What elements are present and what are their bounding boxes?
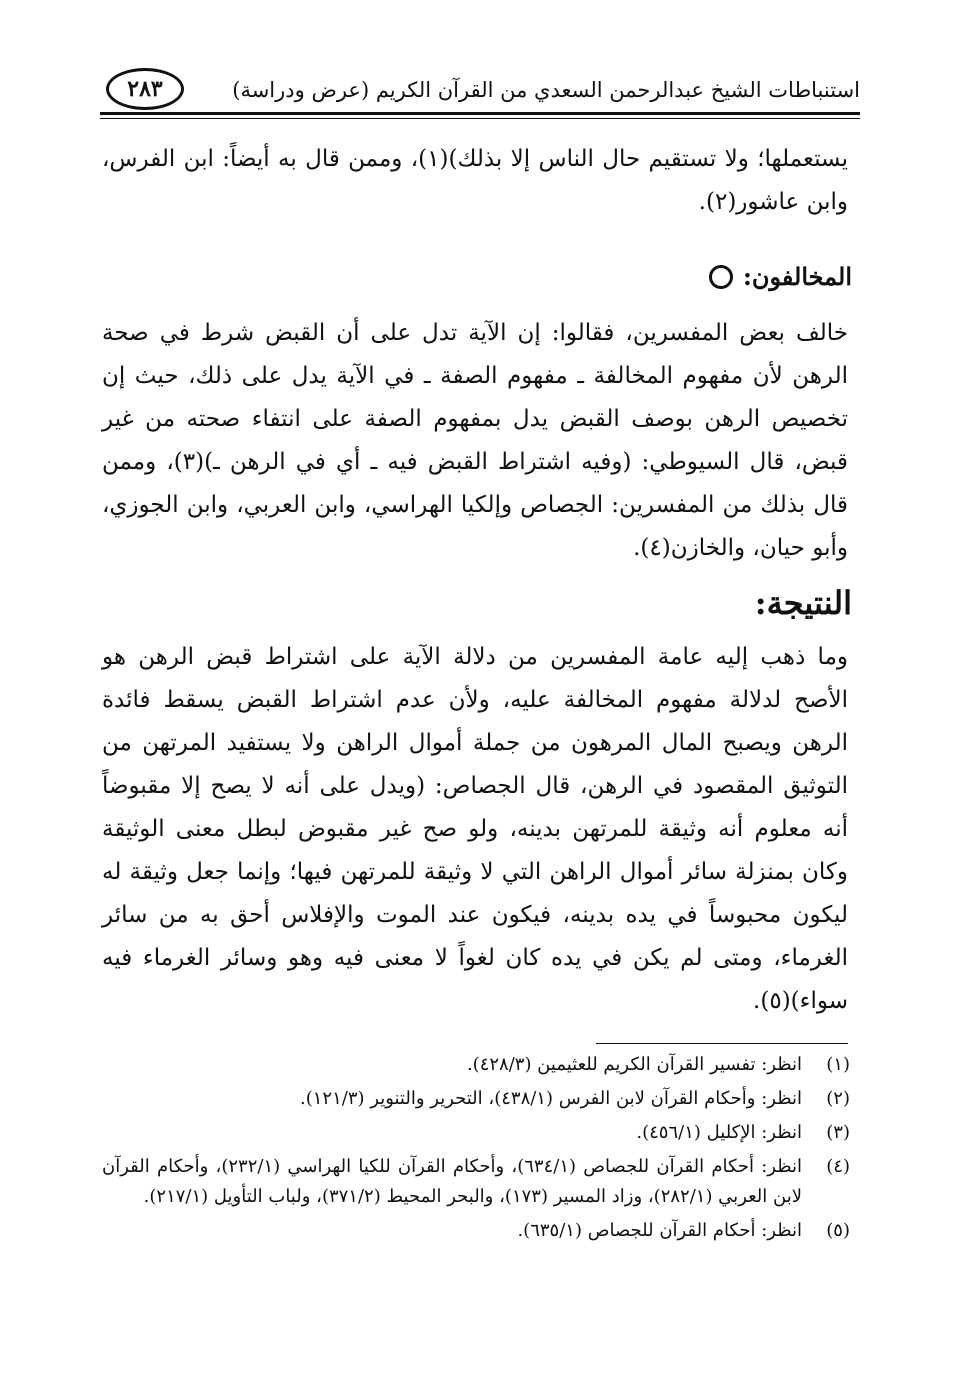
opponents-heading-text: المخالفون: — [743, 262, 852, 291]
footnote-text: انظر: تفسير القرآن الكريم للعثيمين (٤٢٨/٣). — [466, 1054, 802, 1075]
footnote-text: انظر: الإكليل (٤٥٦/١). — [636, 1122, 802, 1143]
header-rule-thick — [100, 112, 860, 115]
opponents-heading — [709, 262, 852, 291]
footnote-text: انظر: أحكام القرآن للجصاص (٦٣٥/١). — [517, 1220, 802, 1241]
circle-bullet-icon — [709, 265, 733, 289]
footnote — [102, 1084, 850, 1114]
footnote-number: (٤) — [826, 1156, 850, 1177]
header-rule-thin — [100, 118, 860, 119]
footnote — [102, 1118, 850, 1148]
result-heading: النتيجة: — [754, 584, 852, 622]
footnote-number: (٢) — [826, 1088, 850, 1109]
footnote-text: انظر: وأحكام القرآن لابن الفرس (٤٣٨/١)، التحرير والتنوير (١٢١/٣). — [300, 1088, 802, 1109]
footnote — [102, 1152, 850, 1212]
footnote-number: (٥) — [826, 1220, 850, 1241]
footnote-text: انظر: أحكام القرآن للجصاص (٦٣٤/١)، وأحكام القرآن للكيا الهراسي (٢٣٢/١)، وأحكام القرآن لابن العربي (٢٨٢/١)، وزاد المسير (١٧٣)، والبحر المحيط (٣٧١/٢)، ولباب التأويل (٢١٧/١). — [102, 1156, 802, 1207]
running-title: استنباطات الشيخ عبدالرحمن السعدي من القرآن الكريم (عرض ودراسة) — [232, 78, 860, 102]
footnote — [102, 1050, 850, 1080]
opponents-paragraph: خالف بعض المفسرين، فقالوا: إن الآية تدل على أن القبض شرط في صحة الرهن لأن مفهوم المخالفة ـ مفهوم الصفة ـ في الآية يدل على ذلك، حيث إن تخصيص الرهن بوصف القبض يدل بمفهوم الصفة على انتفاء صحته من غير قبض، قال السيوطي: (وفيه اشتراط القبض فيه ـ أي في الرهن ـ)(٣)، وممن قال بذلك من المفسرين: الجصاص وإلكيا الهراسي، وابن العربي، وابن الجوزي، وأبو حيان، والخازن(٤). — [102, 320, 848, 561]
result-paragraph: وما ذهب إليه عامة المفسرين من دلالة الآية على اشتراط قبض الرهن هو الأصح لدلالة مفهوم المخالفة عليه، ولأن عدم اشتراط القبض يسقط فائدة الرهن ويصبح المال المرهون من جملة أموال الراهن ولا يستفيد المرتهن من التوثيق المقصود في الرهن، قال الجصاص: (ويدل على أنه لا يصح إلا مقبوضاً أنه معلوم أنه وثيقة للمرتهن بدينه، ولو صح غير مقبوض لبطل معنى الوثيقة وكان بمنزلة سائر أموال الراهن التي لا وثيقة للمرتهن فيها؛ وإنما جعل وثيقة له ليكون محبوساً في يده بدينه، فيكون عند الموت والإفلاس أحق به من سائر الغرماء، ومتى لم يكن في يده كان لغواً لا معنى فيه وهو وسائر الغرماء فيه سواء)(٥). — [102, 644, 848, 1014]
intro-paragraph: يستعملها؛ ولا تستقيم حال الناس إلا بذلك)(١)، وممن قال به أيضاً: ابن الفرس، وابن عاشور(٢). — [102, 146, 848, 215]
footnotes — [102, 1050, 850, 1250]
page-number-badge: ٢٨٣ — [106, 68, 184, 110]
footnote-number: (٣) — [826, 1122, 850, 1143]
footnote-separator — [596, 1043, 848, 1044]
footnote-number: (١) — [826, 1054, 850, 1075]
footnote — [102, 1216, 850, 1246]
